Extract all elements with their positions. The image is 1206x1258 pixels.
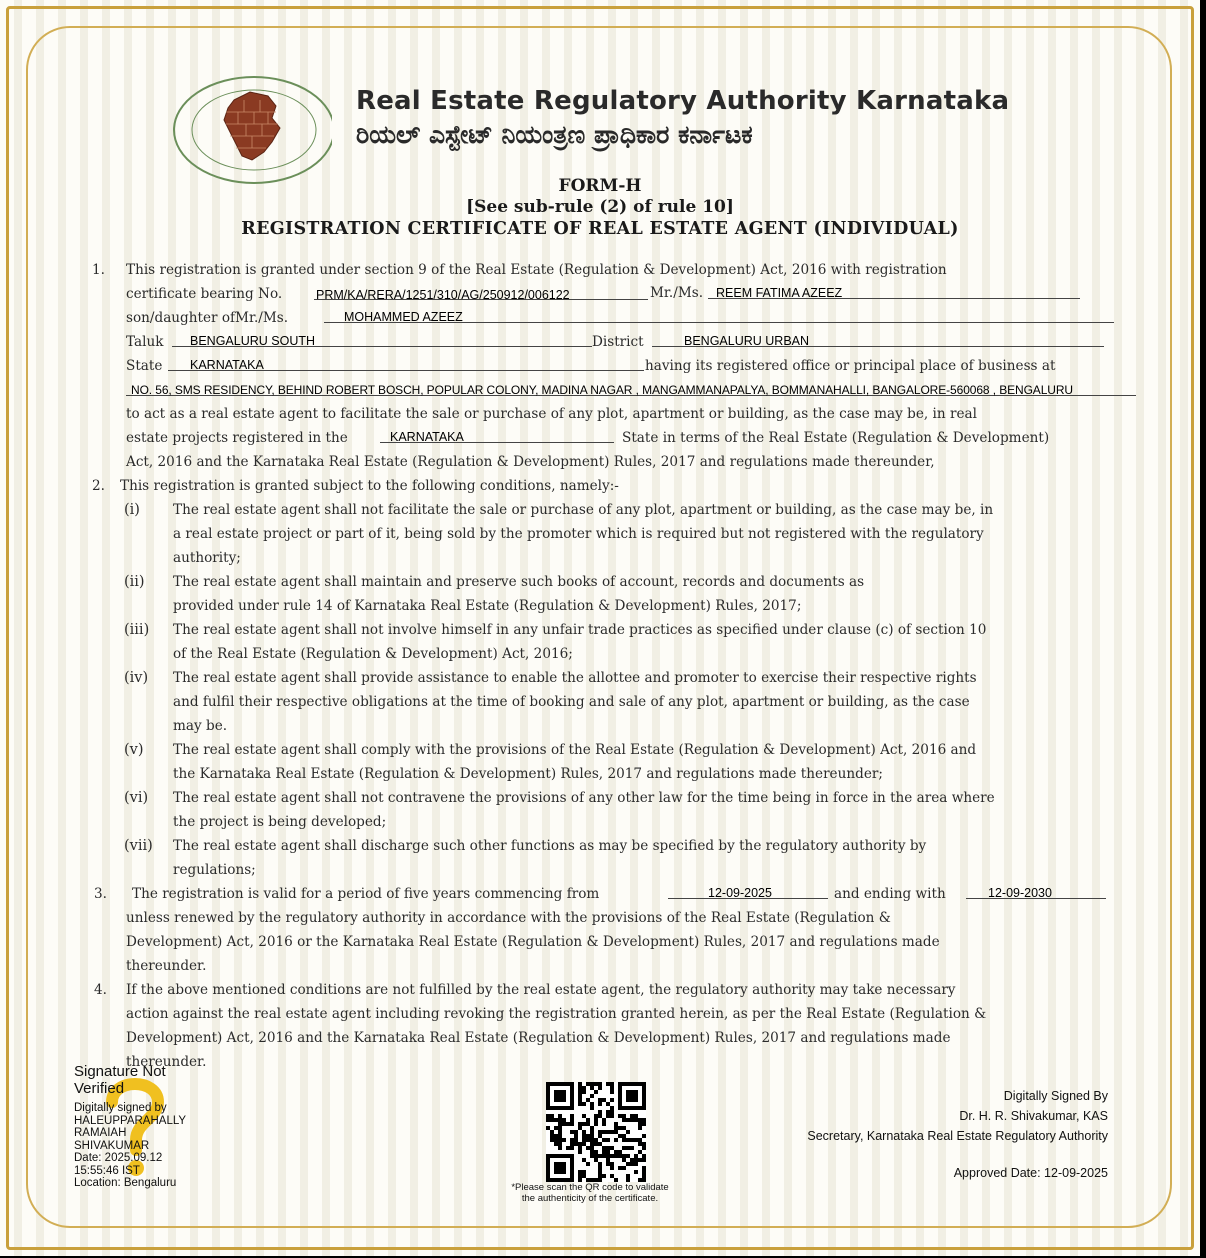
condition-number: (iii) [124, 622, 150, 638]
condition-line: provided under rule 14 of Karnataka Real Estate (Regulation & Development) Rules, 2017; [173, 598, 802, 614]
clause1-line: State in terms of the Real Estate (Regulation & Development) [622, 430, 1050, 446]
condition-number: (v) [124, 742, 144, 758]
taluk-value: BENGALURU SOUTH [190, 334, 316, 348]
authority-title-kn: ರಿಯಲ್ ಎಸ್ಟೇಟ್ ನಿಯಂತ್ರಣ ಪ್ರಾಧಿಕಾರ ಕರ್ನಾಟಕ [356, 120, 753, 149]
clause3-line: Development) Act, 2016 or the Karnataka Real Estate (Regulation & Development) Rules, 2017 and regulations made [126, 934, 940, 950]
valid-from-date: 12-09-2025 [708, 886, 772, 900]
clause4-line: If the above mentioned conditions are not fulfilled by the real estate agent, the regulatory authority may take necessary [126, 982, 956, 998]
clause4-line: action against the real estate agent including revoking the registration granted herein, as per the Real Estate (Regulation & [126, 1006, 987, 1022]
clause4-line: thereunder. [126, 1054, 207, 1070]
valid-to-date: 12-09-2030 [988, 886, 1052, 900]
condition-line: the project is being developed; [173, 814, 387, 830]
condition-line: and fulfil their respective obligations at the time of booking and sale of any plot, apartment or building, as the case [173, 694, 970, 710]
condition-number: (vii) [124, 838, 153, 854]
clause3-line: thereunder. [126, 958, 207, 974]
condition-line: the Karnataka Real Estate (Regulation & Development) Rules, 2017 and regulations made thereunder; [173, 766, 883, 782]
parent-name: MOHAMMED AZEEZ [344, 310, 463, 324]
condition-number: (vi) [124, 790, 149, 806]
condition-line: The real estate agent shall provide assistance to enable the allottee and promoter to exercise their respective rights [173, 670, 977, 686]
condition-line: of the Real Estate (Regulation & Development) Act, 2016; [173, 646, 573, 662]
district-value: BENGALURU URBAN [684, 334, 810, 348]
clause-number: 4. [94, 982, 107, 998]
clause3-line: The registration is valid for a period of five years commencing from [132, 886, 600, 902]
clause-number: 1. [92, 262, 105, 278]
clause-number: 3. [94, 886, 107, 902]
karnataka-map-seal-icon [172, 76, 332, 184]
condition-line: The real estate agent shall not involve himself in any unfair trade practices as specified under clause (c) of section 10 [173, 622, 987, 638]
clause3-line: and ending with [834, 886, 946, 902]
condition-number: (ii) [124, 574, 145, 590]
clause4-line: Development) Act, 2016 and the Karnataka Real Estate (Regulation & Development) Rules, 2017 and regulations made [126, 1030, 951, 1046]
condition-number: (i) [124, 502, 140, 518]
clause-number: 2. [92, 478, 105, 494]
condition-line: may be. [173, 718, 228, 734]
condition-line: The real estate agent shall comply with the provisions of the Real Estate (Regulation & Development) Act, 2016 and [173, 742, 977, 758]
condition-line: The real estate agent shall discharge such other functions as may be specified by the regulatory authority by [173, 838, 927, 854]
agent-name: REEM FATIMA AZEEZ [716, 286, 843, 300]
condition-line: The real estate agent shall not facilitate the sale or purchase of any plot, apartment or building, as the case may be, in [173, 502, 994, 518]
clause1-line: certificate bearing No. [126, 286, 283, 302]
certificate-number: PRM/KA/RERA/1251/310/AG/250912/006122 [316, 288, 570, 302]
signature-details: Digitally signed by HALEUPPARAHALLY RAMAIAH SHIVAKUMAR Date: 2025.09.12 15:55:46 IST Location: Bengaluru [74, 1102, 187, 1189]
state-value: KARNATAKA [190, 358, 264, 372]
condition-line: regulations; [173, 862, 256, 878]
clause2-intro: This registration is granted subject to the following conditions, namely:- [120, 478, 619, 494]
clause3-line: unless renewed by the regulatory authority in accordance with the provisions of the Real Estate (Regulation & [126, 910, 891, 926]
clause1-line: to act as a real estate agent to facilitate the sale or purchase of any plot, apartment or building, as the case may be, in real [126, 406, 977, 422]
clause1-line: District [592, 334, 644, 350]
clause1-line: Mr./Ms. [650, 285, 704, 301]
clause1-line: This registration is granted under section 9 of the Real Estate (Regulation & Development) Act, 2016 with registration [126, 262, 947, 278]
project-state-value: KARNATAKA [390, 430, 464, 444]
qr-caption: *Please scan the QR code to validate the authenticity of the certificate. [511, 1182, 669, 1204]
condition-line: a real estate project or part of it, being sold by the promoter which is required but not registered with the regulatory [173, 526, 984, 542]
condition-line: The real estate agent shall not contravene the provisions of any other law for the time being in force in the area where [173, 790, 995, 806]
clause1-line: Taluk [126, 334, 164, 350]
condition-line: The real estate agent shall maintain and preserve such books of account, records and documents as [173, 574, 865, 590]
form-number: FORM-H [558, 176, 642, 196]
clause1-line: son/daughter ofMr./Ms. [126, 310, 289, 326]
clause1-line: Act, 2016 and the Karnataka Real Estate (Regulation & Development) Rules, 2017 and regulations made thereunder, [126, 454, 935, 470]
business-address: NO. 56, SMS RESIDENCY, BEHIND ROBERT BOSCH, POPULAR COLONY, MADINA NAGAR , MANGAMMANAPALYA, BOMMANAHALLI, BANGALORE-560068 , BENGALURU [131, 383, 1073, 397]
clause1-line: having its registered office or principal place of business at [645, 358, 1056, 374]
authority-title-en: Real Estate Regulatory Authority Karnataka [356, 86, 1010, 116]
clause1-line: estate projects registered in the [126, 430, 348, 446]
certificate-heading: REGISTRATION CERTIFICATE OF REAL ESTATE AGENT (INDIVIDUAL) [241, 219, 959, 239]
condition-line: authority; [173, 550, 241, 566]
signature-status: Signature Not Verified [74, 1063, 166, 1097]
clause1-line: State [126, 358, 163, 374]
signatory-block: Digitally Signed By Dr. H. R. Shivakumar, KAS Secretary, Karnataka Real Estate Regulatory Authority [807, 1089, 1108, 1143]
qr-code-icon[interactable] [546, 1082, 646, 1182]
rule-reference: [See sub-rule (2) of rule 10] [466, 197, 734, 217]
condition-number: (iv) [124, 670, 149, 686]
approved-date: Approved Date: 12-09-2025 [953, 1166, 1108, 1180]
